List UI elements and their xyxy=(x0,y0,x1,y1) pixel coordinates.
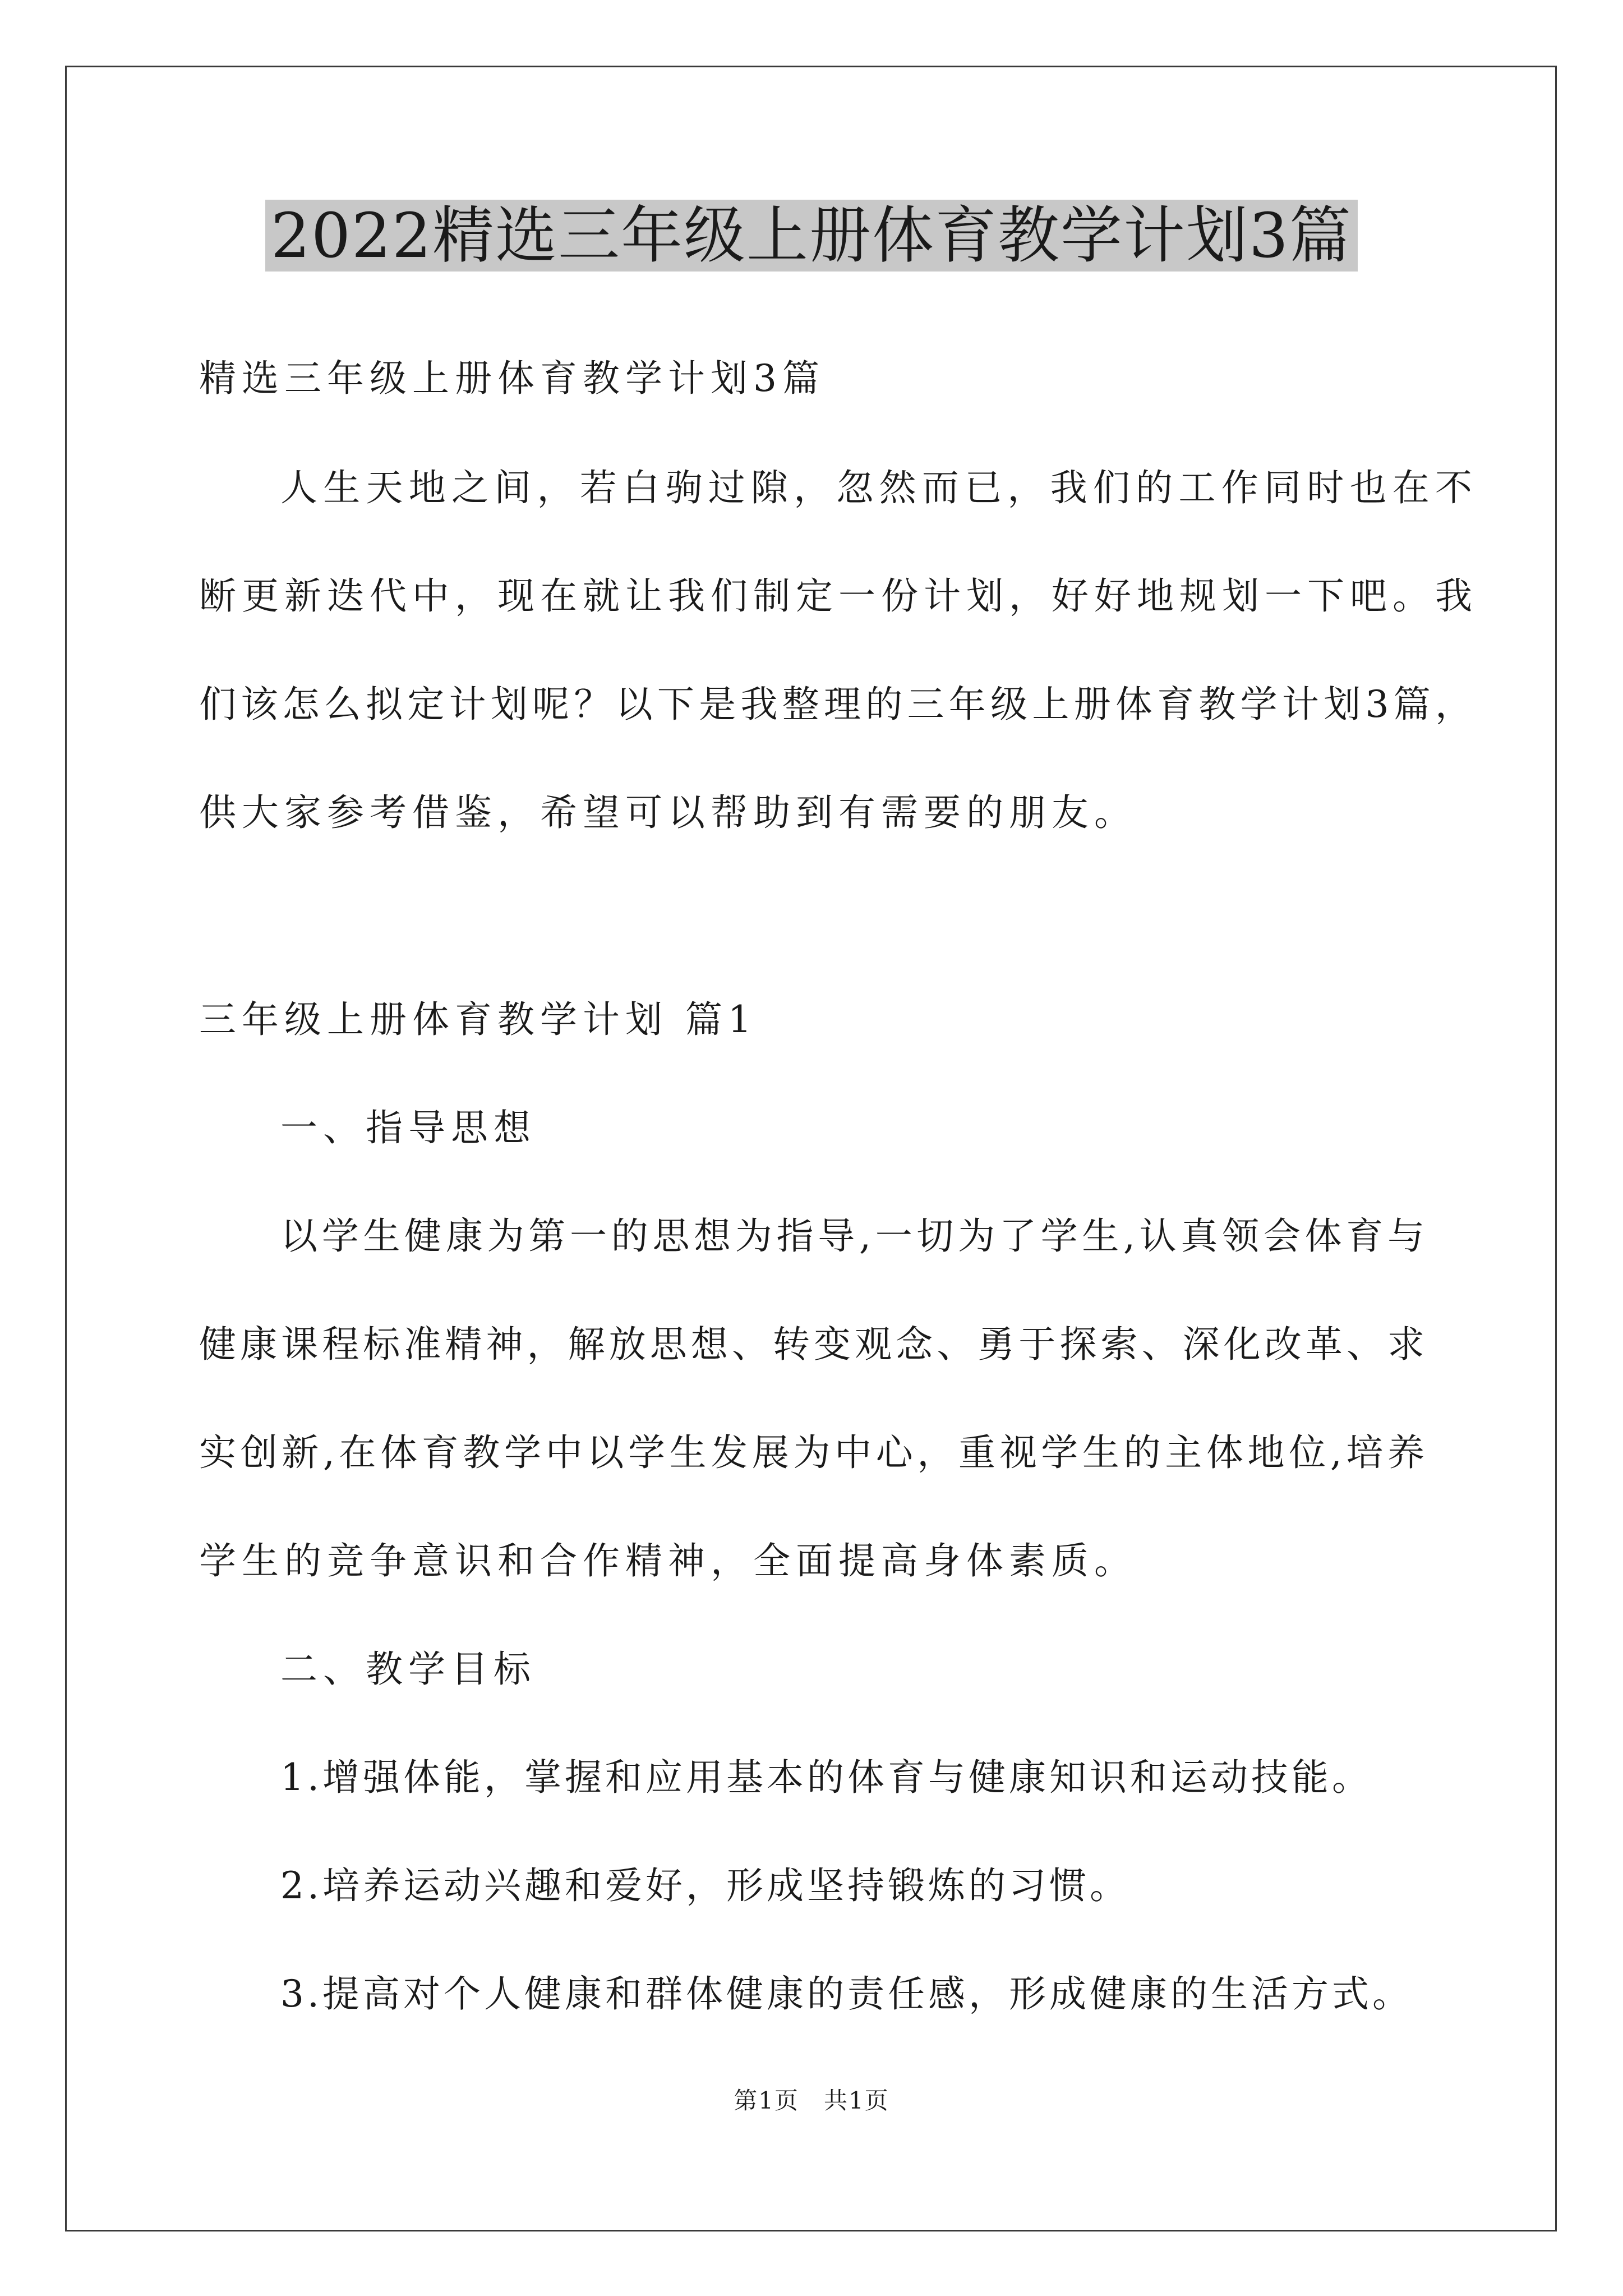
part1-line-2: 健康课程标准精神，解放思想、转变观念、勇于探索、深化改革、求 xyxy=(199,1323,1424,1366)
part1-line-4: 学生的竞争意识和合作精神，全面提高身体素质。 xyxy=(199,1539,1137,1582)
part1-line-1: 以学生健康为第一的思想为指导,一切为了学生,认真领会体育与 xyxy=(280,1214,1424,1258)
section-heading: 三年级上册体育教学计划 篇1 xyxy=(199,998,757,1041)
intro-line-1: 人生天地之间，若白驹过隙，忽然而已，我们的工作同时也在不 xyxy=(280,466,1472,509)
document-subtitle: 精选三年级上册体育教学计划3篇 xyxy=(199,357,825,400)
part1-heading: 一、指导思想 xyxy=(280,1106,536,1149)
goal-item-3: 3.提高对个人健康和群体健康的责任感，形成健康的生活方式。 xyxy=(280,1972,1413,2016)
part2-heading: 二、教学目标 xyxy=(280,1648,536,1691)
intro-line-4: 供大家参考借鉴，希望可以帮助到有需要的朋友。 xyxy=(199,791,1137,834)
intro-line-2: 断更新迭代中，现在就让我们制定一份计划，好好地规划一下吧。我 xyxy=(199,574,1472,618)
title-highlight: 2022精选三年级上册体育教学计划3篇 xyxy=(265,200,1358,272)
goal-item-2: 2.培养运动兴趣和爱好，形成坚持锻炼的习惯。 xyxy=(280,1864,1130,1907)
intro-line-3: 们该怎么拟定计划呢？以下是我整理的三年级上册体育教学计划3篇， xyxy=(199,683,1472,726)
document-title xyxy=(0,196,1623,275)
page-footer: 第1页 共1页 xyxy=(734,2087,889,2114)
goal-item-1: 1.增强体能，掌握和应用基本的体育与健康知识和运动技能。 xyxy=(280,1756,1372,1799)
part1-line-3: 实创新,在体育教学中以学生发展为中心，重视学生的主体地位,培养 xyxy=(199,1431,1424,1474)
